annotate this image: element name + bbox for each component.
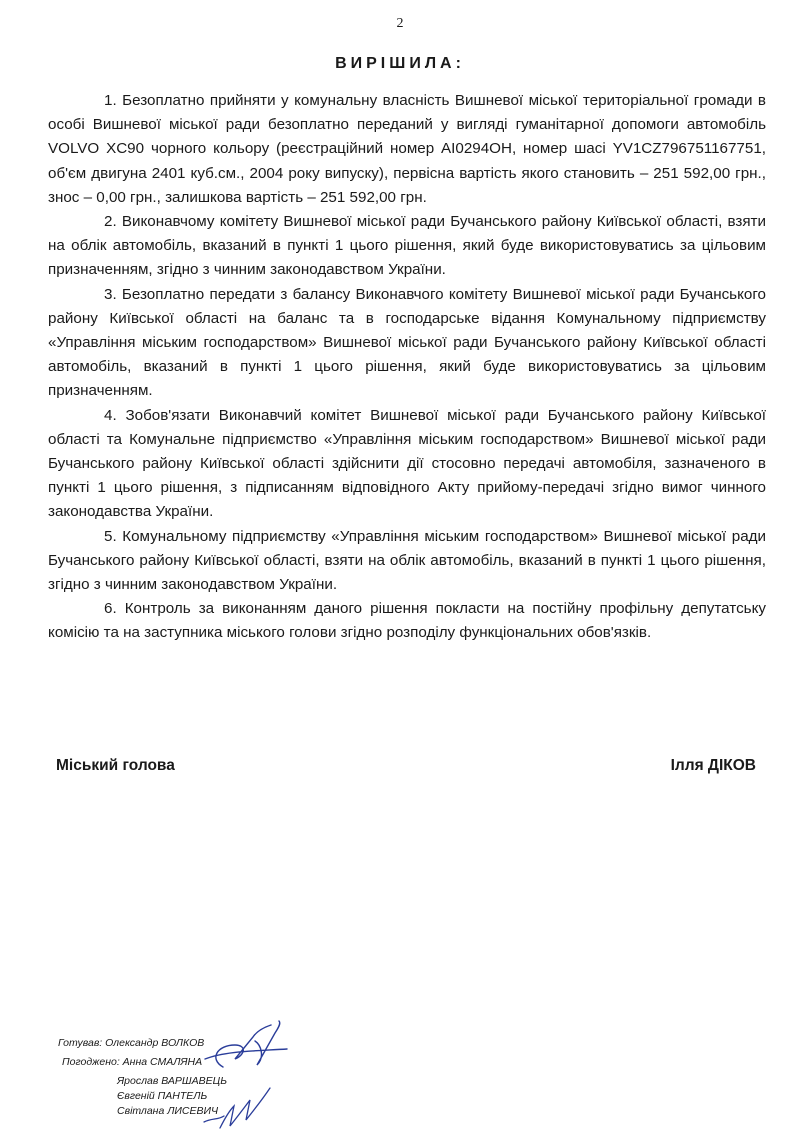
paragraph-5: 5. Комунальному підприємству «Управління міським господарством» Вишневої міської ради Бучанського району Київської області, взяти на облік автомобіль, вказаний в пункті 1 цього рішення, згідно з чинним законодавством України. (48, 527, 766, 594)
prepared-by: Готував: Олександр ВОЛКОВ (58, 1037, 205, 1049)
decision-heading: ВИРІШИЛА: (335, 55, 465, 72)
paragraph-6: 6. Контроль за виконанням даного рішення покласти на постійну профільну депутатську комісію та на заступника міського голови згідно розподілу функціональних обов'язків. (48, 600, 766, 642)
agreed-by: Погоджено: Анна СМАЛЯНА (62, 1056, 203, 1068)
paragraph-4: 4. Зобов'язати Виконавчий комітет Вишневої міської ради Бучанського району Київської області та Комунальне підприємство «Управління міським господарством» Вишневої міської ради Бучанського району Київської області здійснити дії стосовно передачі автомобіля, зазначеного в пункті 1 цього рішення, з підписанням відповідного Акту прийому-передачі згідно вимог чинного законодавства України. (48, 406, 766, 521)
page-number: 2 (396, 16, 404, 31)
approver-name: Світлана ЛИСЕВИЧ (117, 1105, 219, 1117)
paragraph-1: 1. Безоплатно прийняти у комунальну власність Вишневої міської територіальної громади в особі Вишневої міської ради безоплатно переданий у вигляді гуманітарної допомоги автомобіль VOLVO XC90 чорного кольору (реєстраційний номер АІ0294ОН, номер шасі YV1CZ796751167751, об'єм двигуна 2401 куб.см., 2004 року випуску), первісна вартість якого становить – 251 592,00 грн., знос – 0,00 грн., залишкова вартість – 251 592,00 грн. (48, 92, 766, 206)
decision-body (48, 89, 766, 646)
paragraph-2: 2. Виконавчому комітету Вишневої міської ради Бучанського району Київської області, взяти на облік автомобіль, вказаний в пункті 1 цього рішення, який буде використовуватись за цільовим призначенням, згідно з чинним законодавством України. (48, 213, 766, 279)
approval-footer (0, 1035, 300, 1135)
paragraph-3: 3. Безоплатно передати з балансу Виконавчого комітету Вишневої міської ради Бучанського району Київської області на баланс та в господарське відання Комунальному підприємству «Управління міським господарством» Вишневої міської ради Бучанського району Київської області автомобіль, вказаний в пункті 1 цього рішення, який буде використовуватись за цільовим призначенням. (48, 285, 766, 400)
signatory-title: Міський голова (56, 757, 175, 774)
signature-block (56, 757, 756, 781)
approver-name: Ярослав ВАРШАВЕЦЬ (117, 1075, 228, 1087)
approver-name: Євгеній ПАНТЕЛЬ (117, 1090, 208, 1102)
signatory-name: Ілля ДІКОВ (670, 757, 756, 774)
